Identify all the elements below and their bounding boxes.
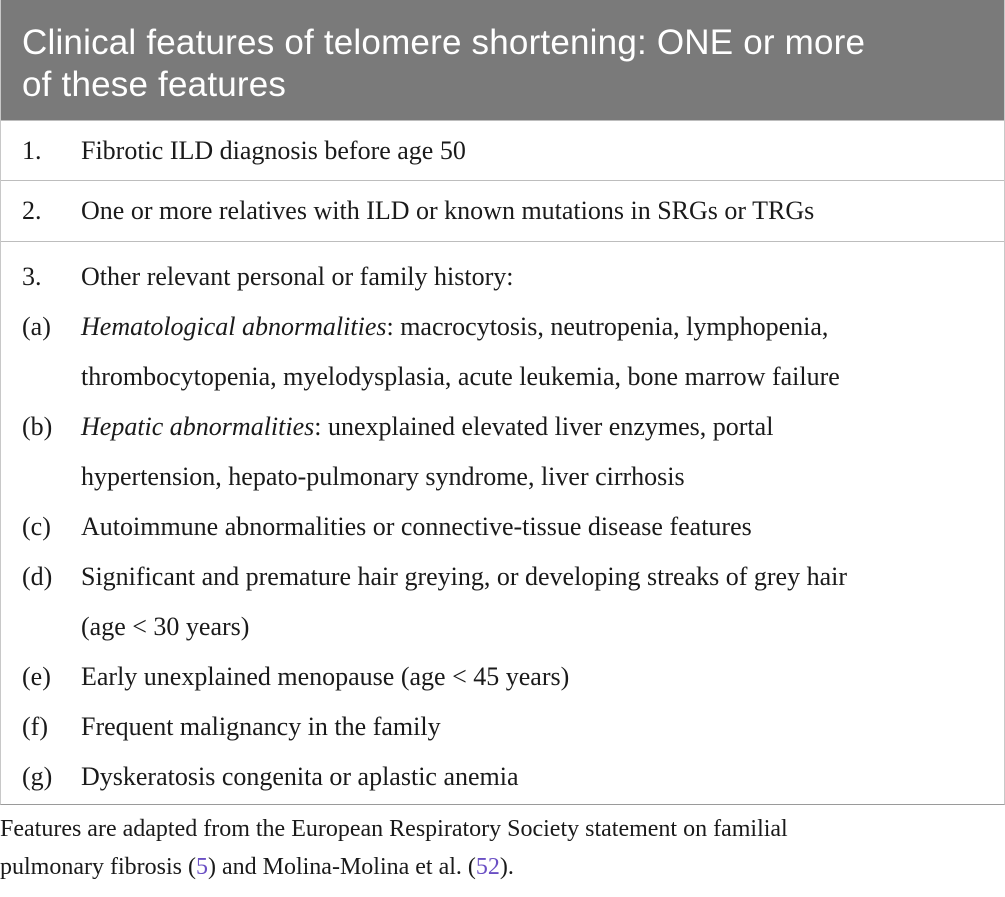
table-footnote: [0, 810, 1005, 886]
row-text: Fibrotic ILD diagnosis before age 50: [81, 136, 466, 165]
reference-link-5[interactable]: 5: [195, 854, 208, 880]
item-label: (g): [22, 762, 53, 791]
item-text-continued: (age < 30 years): [81, 612, 250, 641]
list-item: [1, 702, 1004, 752]
table-header-line-1: Clinical features of telomere shortening: ONE or more: [22, 23, 866, 62]
row-text: One or more relatives with ILD or known mutations in SRGs or TRGs: [81, 196, 815, 225]
item-text: : unexplained elevated liver enzymes, portal: [314, 412, 774, 441]
item-text: Early unexplained menopause (age < 45 years): [81, 662, 570, 691]
row-text: Other relevant personal or family history:: [81, 262, 514, 291]
item-text-continued: hypertension, hepato-pulmonary syndrome, liver cirrhosis: [81, 462, 685, 491]
footnote-line-2: [0, 848, 1005, 886]
list-item: [1, 552, 1004, 602]
row-number: 3.: [22, 262, 42, 291]
item-text: Autoimmune abnormalities or connective-tissue disease features: [81, 512, 752, 541]
row-number: 2.: [22, 196, 42, 225]
item-label: (e): [22, 662, 51, 691]
list-item: [1, 302, 1004, 352]
table-row: [1, 120, 1004, 180]
list-item: [1, 652, 1004, 702]
list-item: [1, 402, 1004, 452]
row-number: 1.: [22, 136, 42, 165]
table-row: [1, 241, 1004, 804]
item-text: Dyskeratosis congenita or aplastic anemia: [81, 762, 519, 791]
item-label: (f): [22, 712, 48, 741]
table-header: [1, 0, 1004, 120]
footnote-text: ) and Molina-Molina et al. (: [207, 854, 476, 880]
item-lead: Hematological abnormalities: [81, 312, 387, 341]
item-label: (c): [22, 512, 51, 541]
item-text: Significant and premature hair greying, or developing streaks of grey hair: [81, 562, 848, 591]
table-row: [1, 180, 1004, 241]
footnote-text: ).: [499, 854, 514, 880]
item-label: (b): [22, 412, 53, 441]
table-header-line-2: of these features: [22, 65, 287, 104]
item-text: : macrocytosis, neutropenia, lymphopenia,: [386, 312, 829, 341]
list-item: [1, 752, 1004, 802]
reference-link-52[interactable]: 52: [475, 854, 500, 880]
item-label: (a): [22, 312, 51, 341]
footnote-text: pulmonary fibrosis (: [0, 854, 196, 880]
item-text-continued: thrombocytopenia, myelodysplasia, acute leukemia, bone marrow failure: [81, 362, 840, 391]
item-label: (d): [22, 562, 53, 591]
item-lead: Hepatic abnormalities: [81, 412, 315, 441]
footnote-line-1: Features are adapted from the European Respiratory Society statement on familial: [0, 816, 788, 842]
list-item: [1, 502, 1004, 552]
item-text: Frequent malignancy in the family: [81, 712, 441, 741]
